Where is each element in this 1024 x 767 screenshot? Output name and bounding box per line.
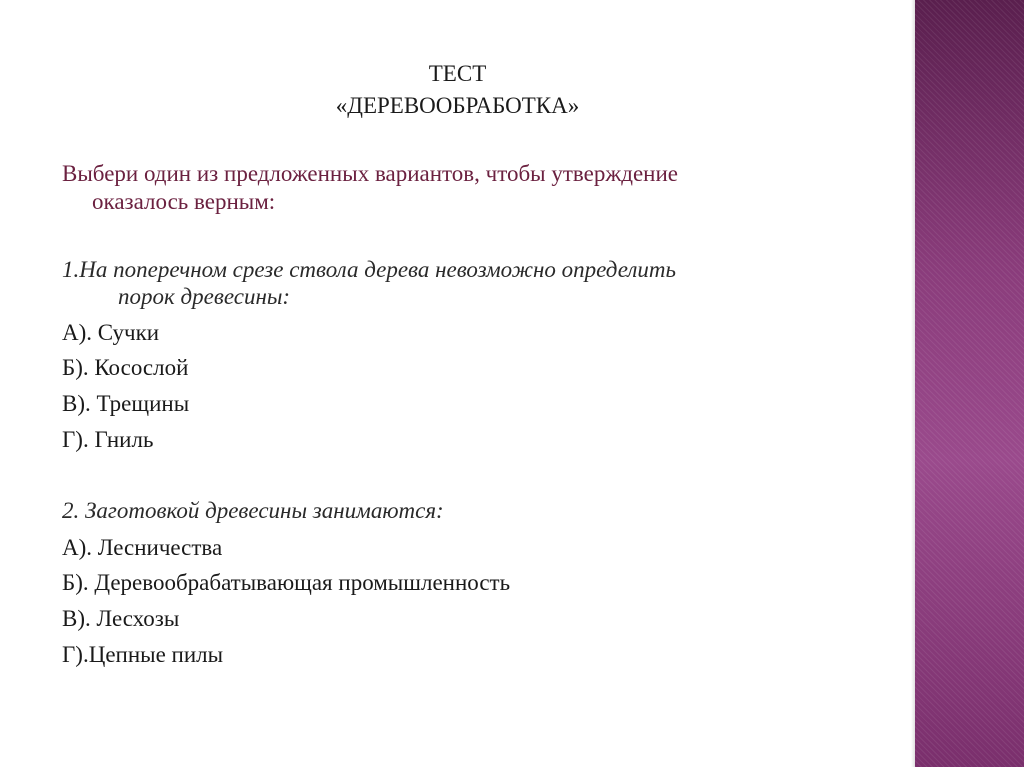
question-1-line-1: 1.На поперечном срезе ствола дерева невозможно определить	[62, 257, 676, 282]
side-decorative-band	[915, 0, 1024, 767]
question-1-answer-b: Б). Косослой	[62, 355, 189, 380]
instruction-line-2: оказалось верным:	[92, 189, 276, 214]
slide-title	[0, 58, 915, 122]
question-2-line-1: 2. Заготовкой древесины занимаются:	[62, 498, 444, 523]
question-2-answer-d: Г).Цепные пилы	[62, 642, 224, 667]
question-2	[62, 497, 862, 524]
question-1-answer-d: Г). Гниль	[62, 427, 154, 452]
question-2-answer-a: А). Лесничества	[62, 535, 223, 560]
question-1-answer-c: В). Трещины	[62, 391, 190, 416]
instruction-text	[62, 160, 862, 216]
instruction-line-1: Выбери один из предложенных вариантов, чтобы утверждение	[62, 161, 678, 186]
question-2-answer-b: Б). Деревообрабатывающая промышленность	[62, 570, 511, 595]
question-2-answer-c: В). Лесхозы	[62, 606, 180, 631]
question-1	[62, 256, 862, 310]
title-line-1: ТЕСТ	[428, 61, 487, 86]
title-line-2: «ДЕРЕВООБРАБОТКА»	[335, 93, 580, 118]
question-1-line-2: порок древесины:	[118, 284, 291, 309]
question-1-answer-a: А). Сучки	[62, 320, 160, 345]
